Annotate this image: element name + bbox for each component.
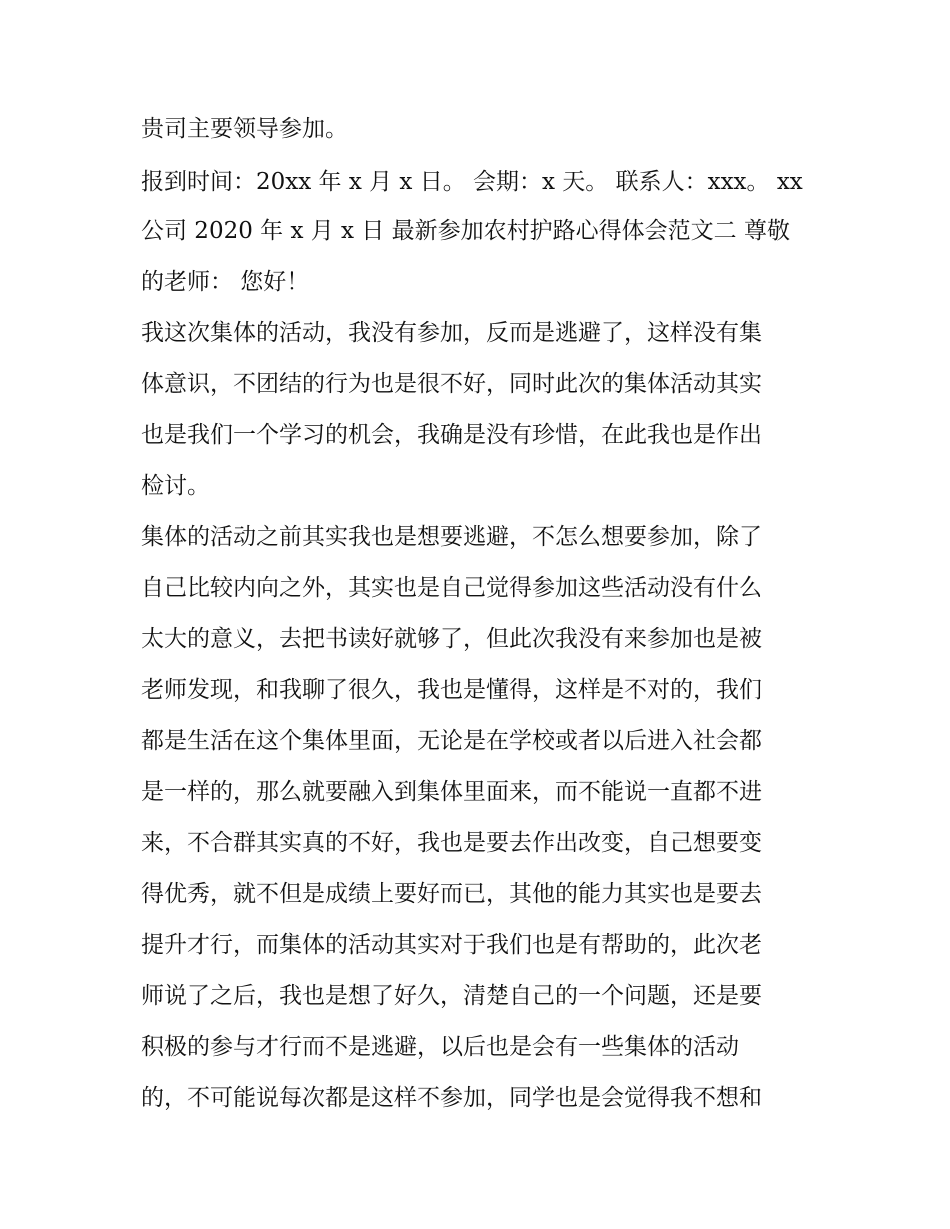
text-line: 报到时间：20xx 年 x 月 x 日。 会期：x 天。 联系人：xxx。 xx xyxy=(141,169,803,195)
text-line: 师说了之后，我也是想了好久，清楚自己的一个问题，还是要 xyxy=(141,983,762,1009)
text-line: 太大的意义，去把书读好就够了，但此次我没有来参加也是被 xyxy=(141,626,762,652)
text-line: 贵司主要领导参加。 xyxy=(141,116,348,142)
text-line: 也是我们一个学习的机会，我确是没有珍惜，在此我也是作出 xyxy=(141,422,762,448)
text-line: 老师发现，和我聊了很久，我也是懂得，这样是不对的，我们 xyxy=(141,677,762,703)
text-line: 积极的参与才行而不是逃避，以后也是会有一些集体的活动 xyxy=(141,1034,739,1060)
text-line: 体意识，不团结的行为也是很不好，同时此次的集体活动其实 xyxy=(141,371,762,397)
text-line: 的老师： 您好！ xyxy=(141,269,310,295)
text-line: 都是生活在这个集体里面，无论是在学校或者以后进入社会都 xyxy=(141,728,762,754)
text-line: 提升才行，而集体的活动其实对于我们也是有帮助的，此次老 xyxy=(141,932,762,958)
text-line: 自己比较内向之外，其实也是自己觉得参加这些活动没有什么 xyxy=(141,575,762,601)
text-line: 公司 2020 年 x 月 x 日 最新参加农村护路心得体会范文二 尊敬 xyxy=(141,218,790,244)
text-line: 检讨。 xyxy=(141,473,210,499)
text-line: 得优秀，就不但是成绩上要好而已，其他的能力其实也是要去 xyxy=(141,881,762,907)
text-line: 的，不可能说每次都是这样不参加，同学也是会觉得我不想和 xyxy=(141,1085,762,1111)
text-line: 来，不合群其实真的不好，我也是要去作出改变，自己想要变 xyxy=(141,830,762,856)
text-line: 我这次集体的活动，我没有参加，反而是逃避了，这样没有集 xyxy=(141,320,762,346)
text-line: 是一样的，那么就要融入到集体里面来，而不能说一直都不进 xyxy=(141,779,762,805)
text-line: 集体的活动之前其实我也是想要逃避，不怎么想要参加，除了 xyxy=(141,524,762,550)
